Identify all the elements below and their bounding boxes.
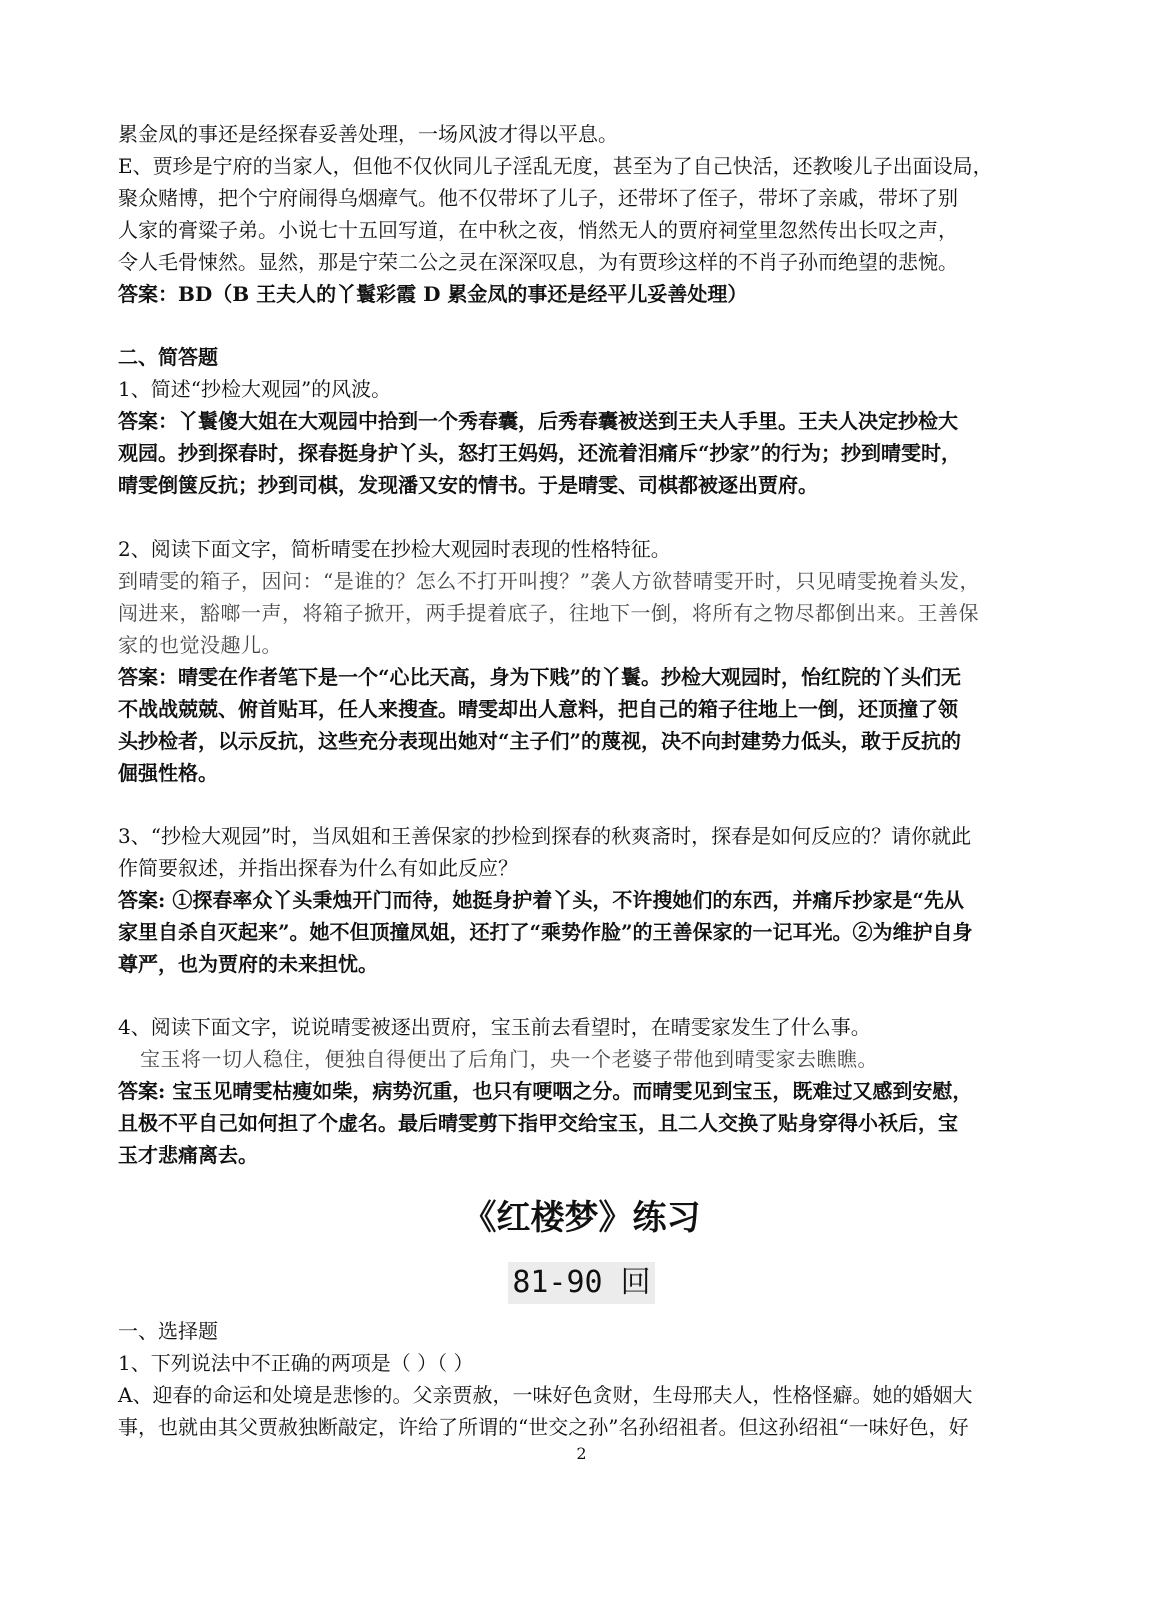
option-line: A、迎春的命运和处境是悲惨的。父亲贾赦，一味好色贪财，生母邢夫人，性格怪癖。她的婚姻大: [118, 1383, 973, 1407]
section-title: 《红楼梦》练习: [462, 1198, 701, 1238]
question-line: 2、阅读下面文字，简析晴雯在抄检大观园时表现的性格特征。: [118, 537, 671, 561]
quoted-passage-line: 到晴雯的箱子，因问：“是谁的？怎么不打开叫搜？”袭人方欲替晴雯开时，只见晴雯挽着头发，: [118, 569, 980, 593]
answer-line: 答案: 宝玉见晴雯枯瘦如柴，病势沉重，也只有哽咽之分。而晴雯见到宝玉，既难过又感到安慰，: [118, 1079, 973, 1103]
answer-line: 家里自杀自灭起来”。她不但顶撞凤姐，还打了“乘势作脸”的王善保家的一记耳光。②为维护自身: [118, 920, 973, 944]
answer-line: 头抄检者，以示反抗，这些充分表现出她对“主子们”的蔑视，决不向封建势力低头，敢于反抗的: [118, 729, 962, 753]
quoted-passage-line: 闯进来，豁啷一声，将箱子掀开，两手提着底子，往地下一倒，将所有之物尽都倒出来。王善保: [118, 601, 979, 625]
question-line: 1、简述“抄检大观园”的风波。: [118, 377, 392, 401]
question-line: 作简要叙述，并指出探春为什么有如此反应？: [118, 856, 518, 880]
answer-line: 观园。抄到探春时，探春挺身护丫头，怒打王妈妈，还流着泪痛斥“抄家”的行为；抄到晴雯时，: [118, 441, 962, 465]
chapter-range-wrapper: [0, 1262, 1163, 1304]
answer-line: 答案：丫鬟傻大姐在大观园中拾到一个秀春囊，后秀春囊被送到王夫人手里。王夫人决定抄检大: [118, 409, 958, 433]
answer-line: 倔强性格。: [118, 761, 218, 785]
answer-line: 不战战兢兢、俯首贴耳，任人来搜查。晴雯却出人意料，把自己的箱子往地上一倒，还顶撞了领: [118, 697, 958, 721]
option-line: 事，也就由其父贾赦独断敲定，许给了所谓的“世交之孙”名孙绍祖者。但这孙绍祖“一味好色，好: [118, 1415, 969, 1439]
quoted-passage-line: 宝玉将一切人稳住，便独自得便出了后角门，央一个老婆子带他到晴雯家去瞧瞧。: [140, 1047, 878, 1071]
answer-line: 晴雯倒箧反抗；抄到司棋，发现潘又安的情书。于是晴雯、司棋都被逐出贾府。: [118, 473, 818, 497]
question-line: 4、阅读下面文字，说说晴雯被逐出贾府，宝玉前去看望时，在晴雯家发生了什么事。: [118, 1015, 871, 1039]
answer-line: 且极不平自己如何担了个虚名。最后晴雯剪下指甲交给宝玉，且二人交换了贴身穿得小袄后，宝: [118, 1111, 958, 1135]
answer-line: 答案：晴雯在作者笔下是一个“心比天高，身为下贱”的丫鬟。抄检大观园时，怡红院的丫头们无: [118, 665, 962, 689]
text-line: 令人毛骨悚然。显然，那是宁荣二公之灵在深深叹息，为有贾珍这样的不肖子孙而绝望的悲惋。: [118, 250, 958, 274]
answer-line: 答案：BD（B 王夫人的丫鬟彩霞 D 累金凤的事还是经平儿妥善处理）: [118, 282, 748, 306]
answer-line: 答案: ①探春率众丫头秉烛开门而待，她挺身护着丫头，不许搜她们的东西，并痛斥抄家是“先从: [118, 888, 964, 912]
section-heading: 一、选择题: [118, 1319, 218, 1343]
text-line: 聚众赌博，把个宁府闹得乌烟瘴气。他不仅带坏了儿子，还带坏了侄子，带坏了亲戚，带坏了别: [118, 186, 958, 210]
answer-line: 尊严，也为贾府的未来担忧。: [118, 952, 378, 976]
answer-line: 玉才悲痛离去。: [118, 1143, 258, 1167]
section-heading: 二、简答题: [118, 345, 218, 369]
quoted-passage-line: 家的也觉没趣儿。: [118, 633, 282, 657]
question-line: 3、“抄检大观园”时，当凤姐和王善保家的抄检到探春的秋爽斋时，探春是如何反应的？请你就此: [118, 824, 972, 848]
page-number: 2: [576, 1444, 587, 1463]
chapter-range: 81-90 回: [508, 1262, 654, 1304]
text-line: 累金凤的事还是经探春妥善处理，一场风波才得以平息。: [118, 122, 618, 146]
text-line: 人家的膏粱子弟。小说七十五回写道，在中秋之夜，悄然无人的贾府祠堂里忽然传出长叹之声，: [118, 218, 958, 242]
question-line: 1、下列说法中不正确的两项是（ ）（ ）: [118, 1351, 474, 1375]
text-line: E、贾珍是宁府的当家人，但他不仅伙同儿子淫乱无度，甚至为了自己快活，还教唆儿子出面设局，: [118, 154, 993, 178]
